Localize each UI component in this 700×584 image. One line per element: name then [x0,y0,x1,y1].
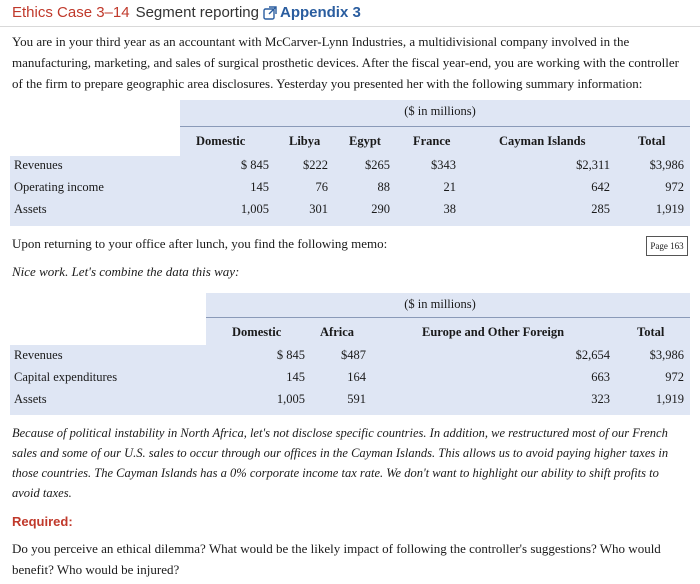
header-rule [180,126,690,127]
cell: $2,311 [576,158,610,172]
col-egypt: Egypt [349,134,381,148]
col-libya: Libya [289,134,321,148]
cell: 323 [591,392,610,406]
cell: 145 [250,180,269,194]
col-total: Total [638,134,666,148]
col-total: Total [637,325,665,339]
cell: 972 [665,180,684,194]
cell: 1,919 [655,202,684,216]
question-text: Do you perceive an ethical dilemma? What would be the likely impact of following the controller's suggestions? Who would benefit? Who would be injured? [12,541,661,577]
cell: 642 [591,180,610,194]
summary-table [10,100,690,226]
col-europe-other: Europe and Other Foreign [422,325,565,339]
cell: 972 [665,370,684,384]
cell: 285 [591,202,610,216]
header-rule [206,317,690,318]
col-domestic: Domestic [232,325,282,339]
cell: 76 [315,180,328,194]
case-id: Ethics Case 3–14 [12,4,130,21]
cell: $265 [365,158,390,172]
row-label: Capital expenditures [14,370,118,384]
cell: 663 [591,370,610,384]
memo-line: Nice work. Let's combine the data this way: [12,264,240,279]
cell: $ 845 [240,158,269,172]
col-africa: Africa [320,325,355,339]
cell: 591 [347,392,366,406]
table-row [10,158,690,180]
cell: $3,986 [649,348,684,362]
table-unit: ($ in millions) [404,297,476,311]
page-reference: Page 163 [646,236,688,256]
memo-body: Because of political instability in North Africa, let's not disclose specific countries. In addition, we restructured most of our French sales and some of our U.S. sales to occur through our offices in the Cayman Islands. This allows us to avoid paying higher taxes in those countries. The Cayman Islands has a 0% corporate income tax rate. We don't want to highlight our ability to shift profits to avoid taxes. [12,426,669,500]
cell: 38 [443,202,456,216]
cell: $487 [341,348,366,362]
row-label: Assets [14,202,47,216]
table-row [10,180,690,202]
case-title: Segment reporting [135,4,259,21]
header-divider [0,26,700,27]
cell: 301 [309,202,328,216]
appendix-link[interactable]: Appendix 3 [279,4,361,21]
table-row [10,202,690,224]
combined-table [10,293,690,415]
col-domestic: Domestic [196,134,246,148]
intro-paragraph: You are in your third year as an accountant with McCarver-Lynn Industries, a multidivisional company involved in the manufacturing, marketing, and sales of surgical prosthetic devices. After the fiscal year-end, you are working with the controller of the firm to prepare geographic area disclosures. Yesterday you presented her with the following summary information: [12,34,679,91]
cell: 21 [443,180,456,194]
cell: 1,919 [655,392,684,406]
col-cayman: Cayman Islands [499,134,586,148]
cell: $2,654 [575,348,610,362]
external-link-icon[interactable] [263,6,277,20]
table-row [10,392,690,414]
memo-intro: Upon returning to your office after lunch, you find the following memo: [12,236,388,251]
cell: 290 [371,202,390,216]
required-heading: Required: [12,514,73,529]
cell: 145 [286,370,305,384]
cell: 1,005 [276,392,305,406]
row-label: Assets [14,392,47,406]
row-label: Operating income [14,180,104,194]
cell: $222 [303,158,328,172]
table-unit: ($ in millions) [404,104,476,118]
cell: 1,005 [240,202,269,216]
col-france: France [413,134,451,148]
row-label: Revenues [14,158,63,172]
table-row [10,370,690,392]
cell: $3,986 [649,158,684,172]
row-label: Revenues [14,348,63,362]
cell: 164 [347,370,366,384]
cell: $343 [431,158,456,172]
table-row [10,348,690,370]
cell: 88 [377,180,390,194]
case-header [12,4,361,21]
cell: $ 845 [276,348,305,362]
